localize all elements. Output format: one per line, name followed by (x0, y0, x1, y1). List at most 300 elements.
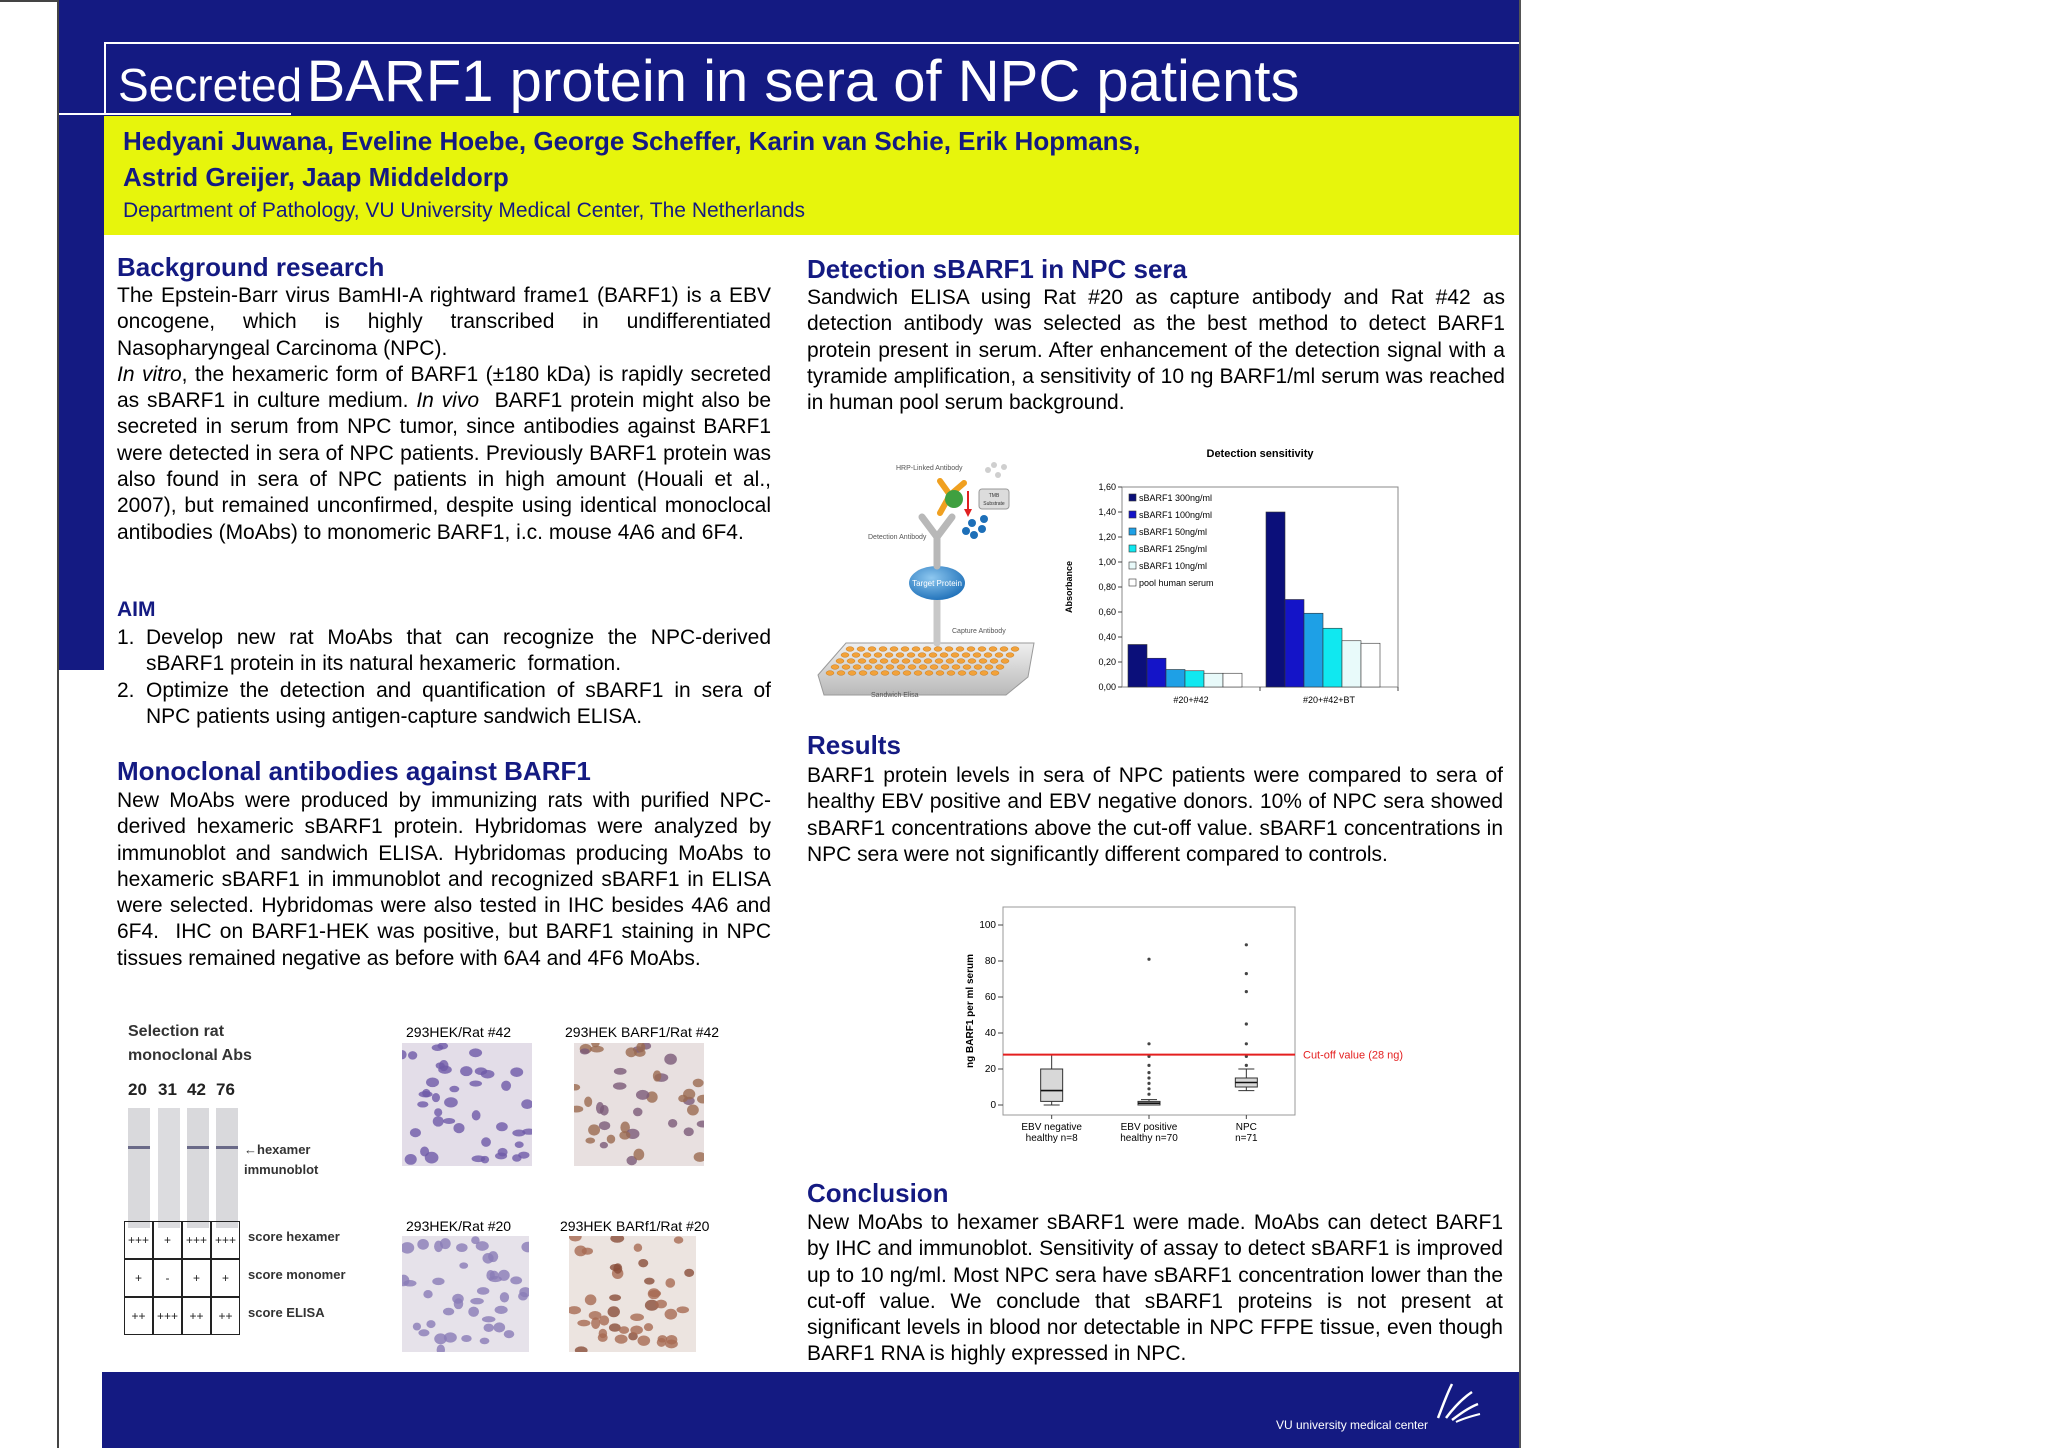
ihc-cell (413, 1323, 421, 1331)
bar (1128, 645, 1147, 688)
y-tick-label: 40 (984, 1028, 996, 1039)
blot-strip (128, 1108, 150, 1228)
detection-text: Sandwich ELISA using Rat #20 as capture antibody and Rat #42 as detection antibody was selected as the best method to detect BARF1 protein present in serum. After enhancement of the detection signal with a tyramide amplification, a sensitivity of 10 ng BARF1/ml serum was reached in human pool serum background. (807, 286, 1505, 415)
chart-title: Detection sensitivity (1206, 448, 1314, 460)
elisa-well (863, 653, 871, 658)
ihc-cell (630, 1313, 644, 1321)
ihc-cell (577, 1320, 590, 1327)
elisa-well (892, 671, 900, 676)
legend-label: pool human serum (1139, 578, 1214, 588)
vu-logo-icon (1432, 1378, 1482, 1424)
elisa-well (913, 659, 921, 664)
ihc-cell (468, 1307, 479, 1317)
elisa-well (858, 659, 866, 664)
ihc-cell (596, 1102, 604, 1114)
ihc-cell (598, 1333, 608, 1342)
y-tick-label: 0,20 (1098, 657, 1116, 667)
barf1-box-plot (955, 900, 1435, 1155)
elisa-well (912, 647, 920, 652)
blot-strip (158, 1108, 180, 1228)
score-cell: +++ (153, 1297, 182, 1335)
elisa-well (996, 665, 1004, 670)
elisa-well (891, 659, 899, 664)
ihc-cell (644, 1323, 653, 1331)
sensitivity-chart (1060, 445, 1410, 715)
ihc-cell (655, 1300, 667, 1309)
y-tick-label: 1,40 (1098, 507, 1116, 517)
elisa-well (836, 659, 844, 664)
ihc-cell (486, 1270, 494, 1281)
ihc-image-hek-rat42 (402, 1043, 532, 1166)
vu-logo-text: VU university medical center (1276, 1418, 1429, 1432)
ihc-cell (484, 1324, 494, 1332)
title-small: Secreted (118, 59, 303, 111)
legend-label: sBARF1 100ng/ml (1139, 510, 1213, 520)
elisa-well (923, 647, 931, 652)
bar (1342, 641, 1361, 687)
background-p1: The Epstein-Barr virus BamHI-A rightward frame1 (BARF1) is a EBV oncogene, which is highly transcribed in undifferentiated Nasopharyngeal Carcinoma (NPC). (117, 284, 771, 360)
ihc-cell (634, 1244, 643, 1252)
y-tick-label: 0,40 (1098, 632, 1116, 642)
elisa-well (842, 665, 850, 670)
ihc-image-hek-rat20 (402, 1236, 529, 1352)
elisa-well (941, 665, 949, 670)
elisa-well (951, 653, 959, 658)
elisa-well (914, 671, 922, 676)
ihc-cell (630, 1326, 643, 1335)
blot-strip (216, 1108, 238, 1228)
elisa-well (852, 653, 860, 658)
elisa-well (968, 659, 976, 664)
ihc-cell (584, 1097, 592, 1108)
score-cell: +++ (211, 1221, 240, 1259)
elisa-well (869, 659, 877, 664)
blot-band (128, 1146, 150, 1149)
ihc-cell (443, 1118, 455, 1124)
bar (1166, 670, 1185, 688)
tmb-label: TMB (988, 493, 1000, 499)
ihc-cell (459, 1262, 468, 1268)
ihc-cell (574, 1245, 586, 1256)
elisa-well (978, 647, 986, 652)
cutoff-label: Cut-off value (28 ng) (1303, 1049, 1404, 1062)
y-tick-label: 0,80 (1098, 582, 1116, 592)
y-tick-label: 0 (990, 1100, 996, 1111)
bar (1266, 512, 1285, 687)
elisa-well (958, 671, 966, 676)
legend-label: sBARF1 25ng/ml (1139, 544, 1208, 554)
bar (1223, 673, 1242, 687)
ihc-cell (600, 1142, 608, 1148)
elisa-well (974, 665, 982, 670)
selection-title: Selection rat monoclonal Abs (128, 1023, 252, 1064)
ihc-cell (585, 1294, 597, 1305)
ihc-cell (444, 1097, 458, 1107)
ihc-cell (665, 1278, 675, 1288)
ihc-cell (510, 1276, 522, 1284)
elisa-well (935, 659, 943, 664)
page-right-border (1519, 0, 1521, 1448)
legend-swatch (1129, 528, 1136, 535)
ihc-cell (644, 1278, 654, 1285)
score-cell: ++ (182, 1297, 211, 1335)
elisa-well (969, 671, 977, 676)
elisa-well (957, 659, 965, 664)
legend-swatch (1129, 545, 1136, 552)
score-cell: - (153, 1259, 182, 1297)
hrp-label: HRP-Linked Antibody (896, 465, 963, 472)
outlier (1245, 1064, 1248, 1067)
elisa-well (985, 665, 993, 670)
left-navy-strip (59, 0, 104, 670)
ihc-cell (588, 1124, 600, 1135)
ihc-cell (498, 1148, 508, 1157)
ihc-cell (674, 1236, 684, 1243)
legend-swatch (1129, 494, 1136, 501)
ihc-cell (426, 1320, 435, 1328)
aim-list (117, 625, 777, 730)
ihc-cell (456, 1243, 468, 1252)
ihc-cell (434, 1108, 442, 1116)
ihc-cell (480, 1338, 490, 1345)
elisa-well (991, 671, 999, 676)
ihc-cell (496, 1122, 508, 1131)
ihc-cell (515, 1141, 524, 1148)
elisa-well (947, 671, 955, 676)
elisa-well (980, 671, 988, 676)
box (1041, 1069, 1063, 1101)
ihc-cell (693, 1079, 704, 1088)
elisa-well (870, 671, 878, 676)
ihc-cell (500, 1292, 509, 1302)
x-tick-label: EBV positive (1120, 1122, 1178, 1133)
ihc-image-barf1-rat42 (574, 1043, 704, 1166)
outlier (1147, 1082, 1150, 1085)
elisa-well (881, 671, 889, 676)
blot-strip (187, 1108, 209, 1228)
elisa-well (995, 653, 1003, 658)
ihc-cell (626, 1047, 637, 1057)
title-left-rule (104, 42, 106, 114)
elisa-well (890, 647, 898, 652)
outlier (1147, 1093, 1150, 1096)
ihc-cell (607, 1135, 615, 1144)
ihc-cell (664, 1054, 677, 1065)
blot-band (216, 1146, 238, 1149)
y-tick-label: 20 (984, 1064, 996, 1075)
elisa-well (846, 647, 854, 652)
ihc-cell (510, 1067, 523, 1077)
y-axis-label: ng BARF1 per ml serum (965, 954, 976, 1068)
elisa-well (930, 665, 938, 670)
ihc-cell (591, 1317, 600, 1329)
authors-line2: Astrid Greijer, Jaap Middeldorp (123, 162, 509, 192)
x-tick-label: n=71 (1235, 1133, 1258, 1144)
x-tick-label: #20+#42 (1173, 695, 1209, 705)
elisa-well (880, 659, 888, 664)
ihc-cell (648, 1290, 661, 1297)
elisa-well (952, 665, 960, 670)
outlier (1245, 1042, 1248, 1045)
sensitivity-bar-chart (1060, 445, 1410, 715)
ihc-cell (512, 1154, 521, 1161)
elisa-well (907, 653, 915, 658)
elisa-diagram-svg (816, 455, 1046, 710)
ihc-cell (599, 1315, 609, 1325)
detection-antibody (922, 517, 952, 566)
elisa-well (896, 653, 904, 658)
outlier (1245, 943, 1248, 946)
ihc-cell (475, 1067, 487, 1075)
x-tick-label: healthy n=8 (1025, 1133, 1078, 1144)
elisa-well (885, 653, 893, 658)
score-row-label: score hexamer (248, 1229, 340, 1244)
y-tick-label: 1,60 (1098, 482, 1116, 492)
elisa-well (925, 671, 933, 676)
elisa-well (847, 659, 855, 664)
legend-swatch (1129, 562, 1136, 569)
ihc-cell (434, 1241, 443, 1252)
legend-swatch (1129, 579, 1136, 586)
outlier (1147, 1076, 1150, 1079)
ihc-cell (426, 1077, 439, 1087)
ihc-cell (449, 1086, 459, 1092)
elisa-well (929, 653, 937, 658)
footer-bar (102, 1372, 1519, 1448)
y-tick-label: 1,20 (1098, 532, 1116, 542)
ihc-cell (580, 1048, 590, 1054)
ihc-cell (668, 1119, 677, 1128)
elisa-well (848, 671, 856, 676)
ihc-cell (425, 1152, 439, 1164)
title-large: BARF1 protein in sera of NPC patients (306, 49, 1300, 114)
elisa-well (963, 665, 971, 670)
ihc-cell (419, 1091, 433, 1097)
outlier (1147, 1087, 1150, 1090)
tmb-label-2: Substrate (983, 501, 1005, 507)
elisa-well (919, 665, 927, 670)
ihc-cell (637, 1335, 650, 1345)
outlier (1245, 1022, 1248, 1025)
ihc-cell (436, 1062, 445, 1069)
elisa-well (853, 665, 861, 670)
ihc-cell (638, 1259, 648, 1267)
x-tick-label: healthy n=70 (1120, 1133, 1178, 1144)
ihc-cell (470, 1298, 484, 1304)
score-cell: + (211, 1259, 240, 1297)
outlier (1147, 1071, 1150, 1074)
title-top-rule (104, 42, 1519, 44)
results-text: BARF1 protein levels in sera of NPC patients were compared to sera of healthy EBV positive and EBV negative donors. 10% of NPC sera showed sBARF1 concentrations above the cut-off value. sBARF1 concentrations in NPC sera were not significantly different compared to controls. (807, 764, 1503, 866)
ihc-cell (461, 1335, 471, 1342)
outlier (1147, 958, 1150, 961)
elisa-well (1006, 653, 1014, 658)
ihc-cell (653, 1070, 661, 1081)
ihc-cell (443, 1308, 454, 1316)
monoclonal-title: Monoclonal antibodies against BARF1 (117, 756, 591, 786)
score-row-label: score ELISA (248, 1305, 325, 1320)
x-tick-label: #20+#42+BT (1302, 695, 1356, 705)
ihc-cell (469, 1048, 482, 1057)
elisa-well (1011, 647, 1019, 652)
detection-ab-label: Detection Antibody (868, 534, 927, 541)
ihc-cell (501, 1081, 511, 1091)
ihc-cell (614, 1068, 627, 1075)
blot-band (187, 1146, 209, 1149)
conclusion-title: Conclusion (807, 1178, 949, 1208)
ihc-cell (633, 1149, 644, 1161)
monoclonal-text: New MoAbs were produced by immunizing rats with purified NPC-derived hexameric sBARF1 protein. Hybridomas were analyzed by immunoblot and sandwich ELISA. Hybridomas producing MoAbs to hexameric sBARF1 in immunoblot and recognized sBARF1 in ELISA were selected. Hybridomas were also tested in IHC besides 4A6 and 6F4. IHC on BARF1-HEK was positive, but BARF1 staining in NPC tissues remained negative as before with 6A4 and 4F6 MoAbs. (117, 789, 777, 970)
ihc-cell (417, 1101, 428, 1107)
bar (1361, 643, 1380, 687)
elisa-well (837, 671, 845, 676)
elisa-well (956, 647, 964, 652)
ihc-cell (636, 1090, 649, 1100)
bar (1204, 673, 1223, 687)
elisa-well (979, 659, 987, 664)
y-tick-label: 80 (984, 956, 996, 967)
ihc-cell (423, 1290, 432, 1298)
affiliation: Department of Pathology, VU University Medical Center, The Netherlands (123, 199, 806, 222)
ihc-cell (599, 1121, 610, 1130)
ihc-cell (481, 1137, 491, 1147)
elisa-well (989, 647, 997, 652)
elisa-well (1001, 659, 1009, 664)
elisa-well (864, 665, 872, 670)
ihc-cell (494, 1322, 506, 1332)
legend-label: sBARF1 50ng/ml (1139, 527, 1208, 537)
ihc-cell (408, 1051, 417, 1060)
ihc-cell (585, 1137, 595, 1143)
elisa-well (984, 653, 992, 658)
outlier (1245, 990, 1248, 993)
elisa-well (908, 665, 916, 670)
ihc-cell (609, 1294, 621, 1301)
ihc-cell (472, 1110, 481, 1120)
elisa-well (967, 647, 975, 652)
y-tick-label: 0,60 (1098, 607, 1116, 617)
score-cell: ++ (124, 1297, 153, 1335)
bar (1285, 600, 1304, 688)
boxplot-chart (955, 900, 1435, 1155)
sandwich-label: Sandwich Elisa (871, 692, 919, 699)
ihc-cell (666, 1335, 677, 1345)
ihc-cell (469, 1080, 482, 1086)
elisa-well (903, 671, 911, 676)
bar (1185, 671, 1204, 687)
ihc-cell (482, 1253, 493, 1264)
ihc-cell (410, 1128, 421, 1137)
ihc-cell (619, 1131, 630, 1140)
ihc-cell (687, 1105, 699, 1116)
ihc-cell (665, 1309, 678, 1320)
elisa-well (924, 659, 932, 664)
conclusion-text: New MoAbs to hexamer sBARF1 were made. MoAbs can detect BARF1 by IHC and immunoblot. Sensitivity of assay to detect sBARF1 is improved up to 10 ng/ml. Most NPC sera have sBARF1 concentration lower than the cut-off value. We conclude that sBARF1 proteins is not present at significant levels in blood nor detectable in NPC FFPE tissue, even though BARF1 RNA is highly expressed in NPC. (807, 1211, 1503, 1366)
elisa-well (990, 659, 998, 664)
results-title: Results (807, 730, 901, 760)
ihc-cell (432, 1278, 444, 1286)
legend-swatch (1129, 511, 1136, 518)
ihc-cell (453, 1123, 464, 1133)
ihc-cell (452, 1294, 464, 1304)
elisa-well (901, 647, 909, 652)
ihc-cell (495, 1306, 508, 1314)
target-label: Target Protein (912, 579, 962, 588)
authors-line1: Hedyani Juwana, Eveline Hoebe, George Scheffer, Karin van Schie, Erik Hopmans, (123, 126, 1141, 156)
ihc-cell (432, 1044, 444, 1051)
legend-label: sBARF1 300ng/ml (1139, 493, 1213, 503)
ihc-cell (504, 1330, 515, 1338)
ihc-cell (683, 1089, 695, 1100)
background-title: Background research (117, 252, 385, 282)
bar (1147, 658, 1166, 687)
elisa-well (831, 665, 839, 670)
elisa-well (945, 647, 953, 652)
legend-label: sBARF1 10ng/ml (1139, 561, 1208, 571)
elisa-well (962, 653, 970, 658)
aim-item: 2. Optimize the detection and quantification of sBARF1 in sera of NPC patients using antigen-capture sandwich ELISA. (117, 678, 771, 728)
ihc-cell (476, 1241, 489, 1251)
ihc-image-barf1-rat20 (569, 1236, 696, 1352)
elisa-well (973, 653, 981, 658)
score-cell: + (153, 1221, 182, 1259)
vu-logo (1432, 1378, 1482, 1424)
capture-ab-label: Capture Antibody (952, 628, 1006, 635)
elisa-well (875, 665, 883, 670)
elisa-well (841, 653, 849, 658)
aim-item: 1. Develop new rat MoAbs that can recognize the NPC-derived sBARF1 protein in its natural hexameric formation. (117, 626, 777, 676)
elisa-well (868, 647, 876, 652)
ihc-background (574, 1043, 704, 1166)
y-axis-label: Absorbance (1064, 560, 1074, 614)
page-top-edge (0, 0, 57, 2)
ihc-cell (684, 1127, 694, 1136)
ihc-cell (657, 1338, 666, 1347)
bar (1323, 628, 1342, 687)
ihc-cell (417, 1239, 429, 1250)
ihc-cell (608, 1306, 620, 1317)
background-text (117, 283, 777, 546)
ihc-cell (633, 1108, 642, 1117)
y-tick-label: 60 (984, 992, 996, 1003)
ihc-cell (405, 1154, 417, 1165)
y-tick-label: 100 (979, 920, 996, 931)
elisa-well (946, 659, 954, 664)
ihc-cell (619, 1326, 629, 1334)
ihc-caption-d: 293HEK BARf1/Rat #20 (560, 1218, 710, 1234)
ihc-cell (613, 1082, 627, 1089)
background-p2: In vitro, the hexameric form of BARF1 (±180 kDa) is rapidly secreted as sBARF1 in culture medium. In vivo BARF1 protein might also be secreted in serum from NPC tumor, since antibodies against BARF1 were detected in sera of NPC patients. Previously BARF1 protein was also found in sera of NPC patients in high amount (Houali et al., 2007), but remained unconfirmed, despite using identical monoclocal antibodies (MoAbs) to monomeric BARF1, i.c. mouse 4A6 and 6F4. (117, 362, 777, 544)
ihc-cell (676, 1306, 689, 1313)
bar (1304, 613, 1323, 687)
score-cell: + (124, 1259, 153, 1297)
elisa-well (934, 647, 942, 652)
x-tick-label: NPC (1235, 1122, 1257, 1133)
elisa-well (879, 647, 887, 652)
elisa-well (902, 659, 910, 664)
ihc-caption-a: 293HEK/Rat #42 (406, 1024, 512, 1040)
x-tick-label: EBV negative (1021, 1122, 1082, 1133)
elisa-well (857, 647, 865, 652)
elisa-well (859, 671, 867, 676)
ihc-cell (432, 1093, 440, 1102)
elisa-well (826, 671, 834, 676)
y-tick-label: 1,00 (1098, 557, 1116, 567)
poster-title (118, 48, 1300, 115)
ihc-cell (615, 1334, 628, 1343)
outlier (1245, 972, 1248, 975)
ihc-cell (433, 1116, 444, 1126)
